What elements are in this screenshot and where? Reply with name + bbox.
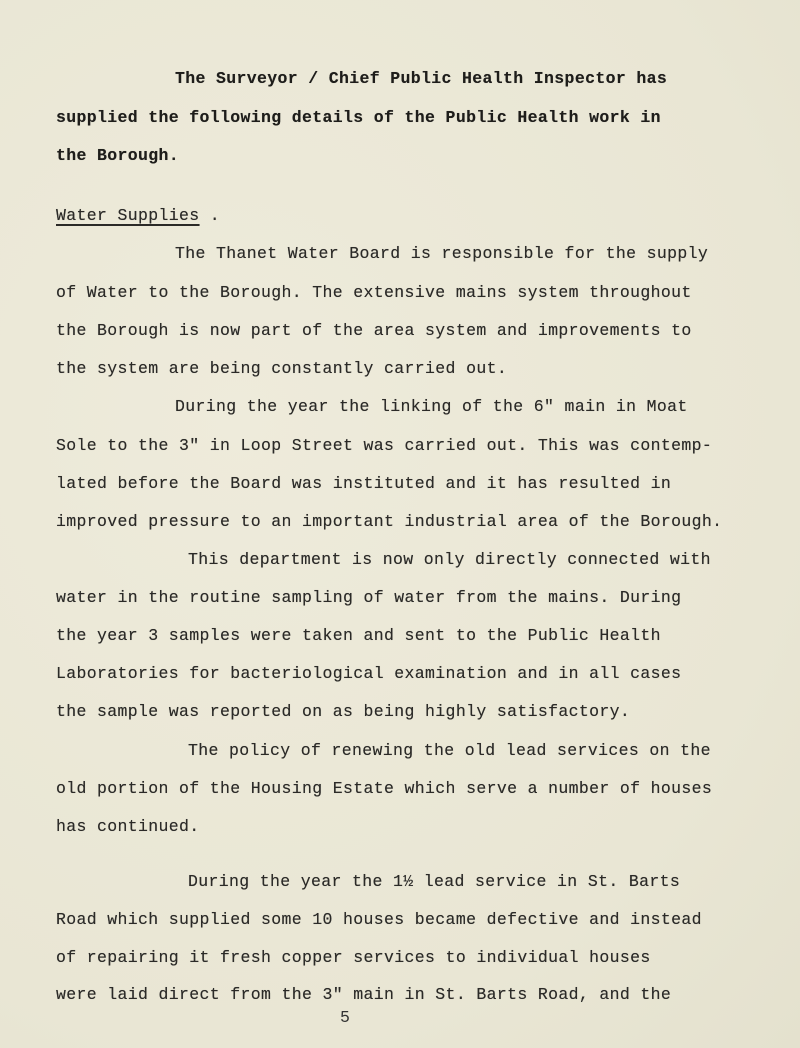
- paragraph-5-line-4: were laid direct from the 3" main in St. Barts Road, and the: [56, 985, 672, 1004]
- intro-line-2: supplied the following details of the Public Health work in: [56, 108, 661, 127]
- paragraph-3-line-1: This department is now only directly connected with: [188, 550, 711, 569]
- page-number: 5: [340, 1008, 350, 1027]
- paragraph-3-line-4: Laboratories for bacteriological examination and in all cases: [56, 664, 682, 683]
- paragraph-4-line-1: The policy of renewing the old lead services on the: [188, 741, 711, 760]
- paragraph-4-line-3: has continued.: [56, 817, 200, 836]
- paragraph-3-line-2: water in the routine sampling of water from the mains. During: [56, 588, 682, 607]
- paragraph-3-line-3: the year 3 samples were taken and sent to the Public Health: [56, 626, 661, 645]
- paragraph-1-line-2: of Water to the Borough. The extensive mains system throughout: [56, 283, 692, 302]
- section-heading-suffix: .: [199, 206, 221, 225]
- paragraph-5-line-3: of repairing it fresh copper services to individual houses: [56, 948, 651, 967]
- section-heading-text: Water Supplies: [56, 206, 200, 225]
- intro-line-3: the Borough.: [56, 146, 180, 165]
- paragraph-2-line-4: improved pressure to an important industrial area of the Borough.: [56, 512, 723, 531]
- paragraph-1-line-3: the Borough is now part of the area system and improvements to: [56, 321, 692, 340]
- section-heading: [56, 206, 220, 226]
- paragraph-5-line-1: During the year the 1½ lead service in St. Barts: [188, 872, 681, 891]
- paragraph-2-line-3: lated before the Board was instituted and it has resulted in: [56, 474, 672, 493]
- paragraph-1-line-1: The Thanet Water Board is responsible for the supply: [175, 244, 709, 263]
- intro-line-1: The Surveyor / Chief Public Health Inspector has: [175, 69, 668, 88]
- paragraph-2-line-2: Sole to the 3" in Loop Street was carried out. This was contemp-: [56, 436, 713, 455]
- paragraph-3-line-5: the sample was reported on as being highly satisfactory.: [56, 702, 631, 721]
- paragraph-5-line-2: Road which supplied some 10 houses became defective and instead: [56, 910, 702, 929]
- paragraph-4-line-2: old portion of the Housing Estate which serve a number of houses: [56, 779, 713, 798]
- paragraph-1-line-4: the system are being constantly carried out.: [56, 359, 508, 378]
- paragraph-2-line-1: During the year the linking of the 6" main in Moat: [175, 397, 688, 416]
